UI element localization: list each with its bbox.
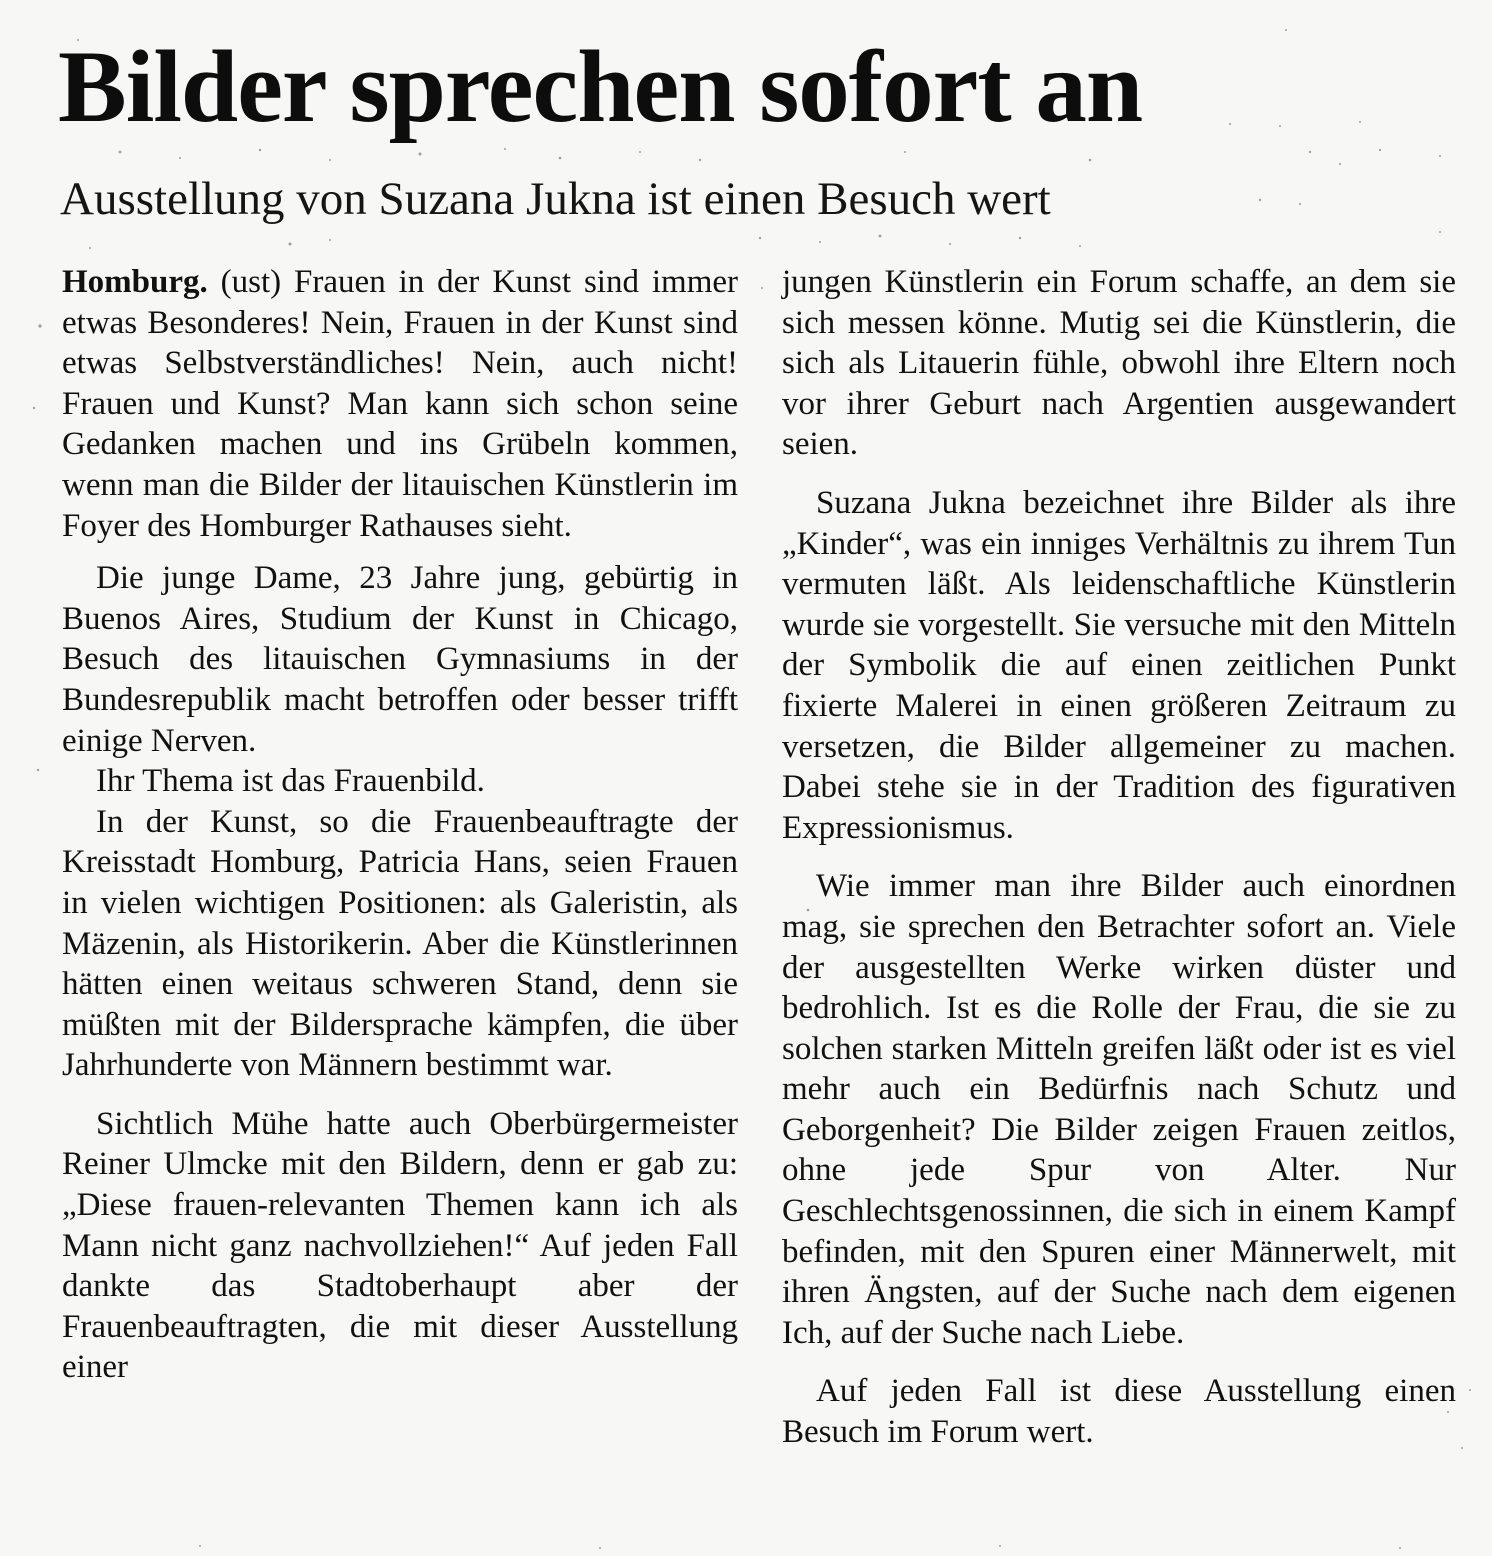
paragraph: Suzana Jukna bezeichnet ihre Bilder als ihre „Kinder“, was ein inniges Verhältnis zu ihrem Tun vermuten läßt. Als leidenschaftliche Künstlerin wurde sie vorgestellt. Sie versuche mit den Mitteln der Symbolik die auf einen zeitlichen Punkt fixierte Malerei in einen größeren Zeitraum zu versetzen, die Bilder allgemeiner zu machen. Dabei stehe sie in der Tradition des figurativen Expressionismus. bbox=[782, 484, 1456, 846]
paragraph: In der Kunst, so die Frauenbeauftragte der Kreisstadt Homburg, Patricia Hans, seien Frauen in vielen wichtigen Positionen: als Galeristin, als Mäzenin, als Historikerin. Aber die Künstlerinnen hätten einen weitaus schweren Stand, denn sie müßten mit der Bildersprache kämpfen, die über Jahrhunderte von Männern bestimmt war. bbox=[62, 803, 738, 1084]
paragraph: Wie immer man ihre Bilder auch einordnen mag, sie sprechen den Betrachter sofort an. Viele der ausgestellten Werke wirken düster und bedrohlich. Ist es die Rolle der Frau, die sie zu solchen starken Mitteln greifen läßt oder ist es viel mehr auch ein Bedürfnis nach Schutz und Geborgenheit? Die Bilder zeigen Frauen zeitlos, ohne jede Spur von Alter. Nur Geschlechtsgenossinnen, die sich in einem Kampf befinden, mit den Spuren einer Männerwelt, mit ihren Ängsten, auf der Suche nach dem eigenen Ich, auf der Suche nach Liebe. bbox=[782, 868, 1456, 1351]
paragraph: Sichtlich Mühe hatte auch Oberbürgermeister Reiner Ulmcke mit den Bildern, denn er gab zu: „Diese frauen-relevanten Themen kann ich als Mann nicht ganz nachvollziehen!“ Auf jeden Fall dankte das Stadtoberhaupt aber der Frauenbeauftragten, die mit dieser Ausstellung einer bbox=[62, 1105, 738, 1386]
headline: Bilder sprechen sofort an bbox=[58, 30, 1143, 144]
paragraph bbox=[62, 262, 738, 546]
article-column-right bbox=[782, 262, 1456, 1453]
subheadline: Ausstellung von Suzana Jukna ist einen Besuch wert bbox=[60, 173, 1051, 225]
paragraph: Die junge Dame, 23 Jahre jung, gebürtig in Buenos Aires, Studium der Kunst in Chicago, Besuch des litauischen Gymnasiums in der Bundesrepublik macht betroffen oder besser trifft einige Nerven. bbox=[62, 560, 738, 759]
paragraph: Ihr Thema ist das Frauenbild. bbox=[96, 763, 485, 800]
paragraph: jungen Künstlerin ein Forum schaffe, an dem sie sich messen könne. Mutig sei die Künstlerin, die sich als Litauerin fühle, obwohl ihre Eltern noch vor ihrer Geburt nach Argentien ausgewandert seien. bbox=[782, 264, 1456, 463]
paragraph-text: (ust) Frauen in der Kunst sind immer etwas Besonderes! Nein, Frauen in der Kunst sind etwas Selbstverständliches! Nein, auch nicht! Frauen und Kunst? Man kann sich schon seine Gedanken machen und ins Grübeln kommen, wenn man die Bilder der litauischen Künstlerin im Foyer des Homburger Rathauses sieht. bbox=[62, 264, 738, 544]
dateline: Homburg. bbox=[62, 264, 208, 300]
paragraph: Auf jeden Fall ist diese Ausstellung einen Besuch im Forum wert. bbox=[782, 1373, 1456, 1451]
article-column-left bbox=[62, 262, 738, 1388]
